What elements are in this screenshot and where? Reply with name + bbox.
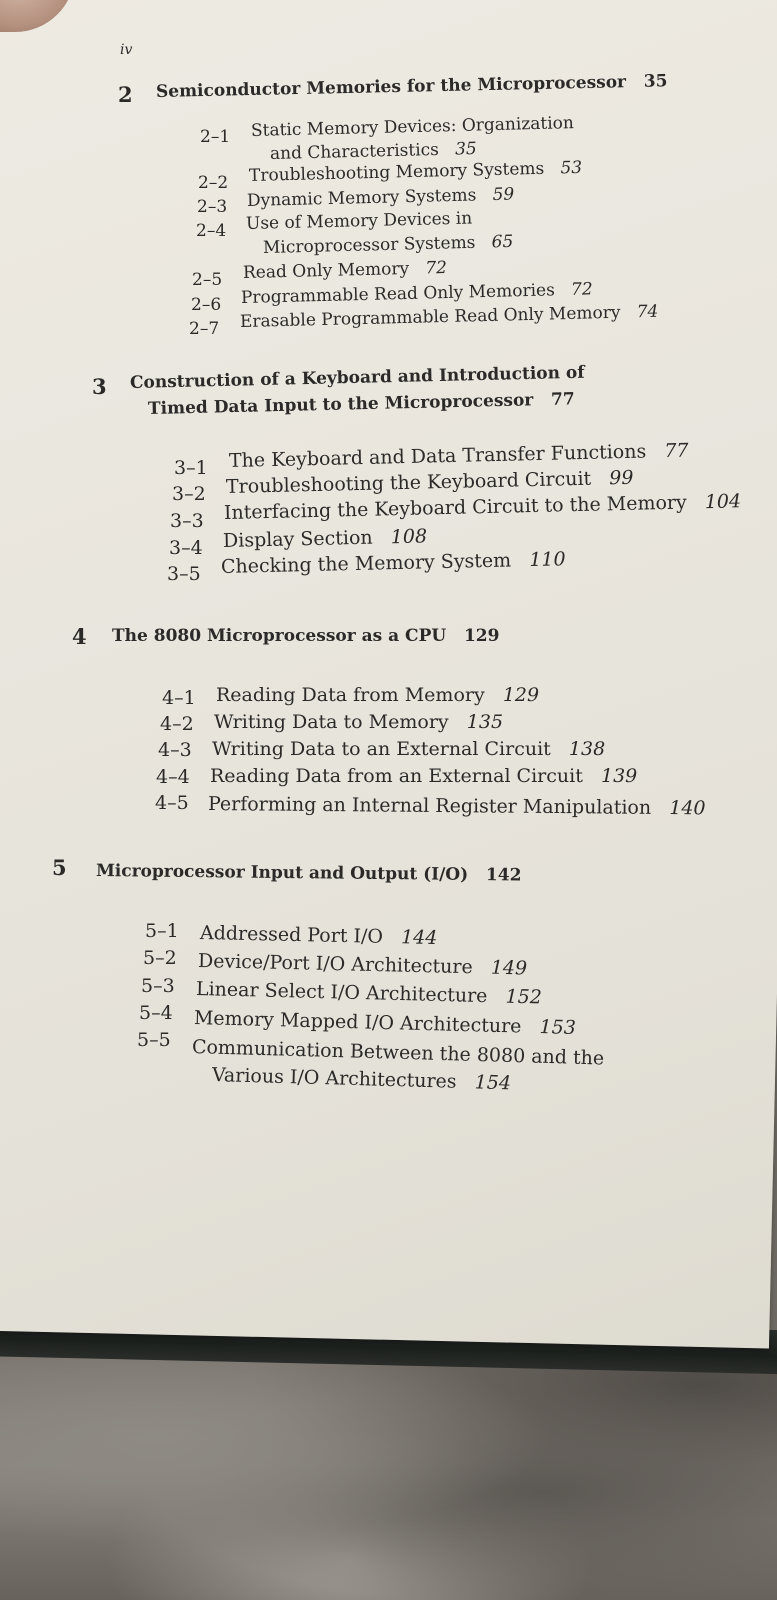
section-number: 5–1 [145,920,179,942]
section-title: Memory Mapped I/O Architecture 153 [193,1007,577,1039]
section-page: 139 [600,765,638,787]
section-number: 5–4 [139,1002,173,1024]
chapter-page: 129 [463,626,500,646]
section-title: Read Only Memory 72 [242,258,448,283]
section-title: Programmable Read Only Memories 72 [240,279,593,308]
section-page: 35 [454,138,477,160]
chapter-number: 3 [92,374,107,399]
section-number: 2–7 [189,319,220,339]
section-page: 72 [425,258,448,279]
section-number: 4–2 [160,713,194,735]
chapter-number: 5 [52,855,67,880]
section-number: 2–4 [196,221,227,241]
section-page: 135 [466,711,504,733]
section-page: 138 [568,738,606,760]
section-page: 59 [492,184,515,205]
section-title-line2: and Characteristics 35 [269,138,477,164]
section-title-line2: Various I/O Architectures 154 [211,1064,512,1095]
chapter-title-line2: Timed Data Input to the Microprocessor 77 [147,389,575,419]
chapter-title: Microprocessor Input and Output (I/O) 142 [95,861,522,886]
section-title: Dynamic Memory Systems 59 [246,184,515,211]
section-page: 129 [502,684,540,706]
section-title: Linear Select I/O Architecture 152 [195,978,543,1009]
section-number: 2–6 [191,295,222,315]
section-number: 4–4 [156,766,190,788]
section-number: 3–1 [174,457,208,479]
section-number: 3–2 [172,483,206,505]
section-title-line2: Microprocessor Systems 65 [262,231,514,258]
section-number: 2–3 [197,197,228,217]
section-title: Checking the Memory System 110 [220,548,566,578]
section-number: 5–3 [141,975,175,997]
section-title: Static Memory Devices: Organization [250,113,575,141]
section-title: Device/Port I/O Architecture 149 [197,950,528,980]
section-title: Communication Between the 8080 and the [191,1036,605,1070]
section-number: 4–5 [155,792,189,814]
section-title: Writing Data to an External Circuit 138 [212,738,606,760]
section-page: 152 [505,985,543,1009]
section-page: 53 [560,157,583,179]
section-page: 153 [539,1016,577,1039]
section-title: Addressed Port I/O 144 [199,922,438,949]
section-number: 5–5 [137,1029,171,1051]
section-page: 74 [636,301,659,323]
chapter-number: 4 [72,624,87,649]
section-title: Performing an Internal Register Manipulation 140 [207,793,706,820]
section-number: 2–2 [198,173,229,193]
section-number: 4–1 [162,687,196,709]
section-page: 149 [490,956,528,980]
section-title: Reading Data from an External Circuit 139 [210,765,638,787]
chapter-title: The 8080 Microprocessor as a CPU 129 [112,626,500,646]
section-number: 3–3 [170,510,204,532]
section-page: 72 [570,279,593,300]
section-title: Use of Memory Devices in [245,208,473,234]
section-title: Reading Data from Memory 129 [216,684,540,706]
section-number: 5–2 [143,947,177,969]
section-number: 3–5 [167,563,201,585]
chapter-page: 77 [550,389,575,410]
chapter-number: 2 [118,82,133,107]
section-number: 3–4 [169,537,203,559]
section-number: 4–3 [158,739,192,761]
section-title: Erasable Programmable Read Only Memory 74 [239,301,659,332]
section-title: Writing Data to Memory 135 [214,711,504,733]
chapter-page: 35 [643,71,668,92]
section-page: 104 [704,490,742,514]
section-page: 65 [491,231,514,253]
section-title: Troubleshooting the Keyboard Circuit 99 [225,466,634,498]
section-page: 154 [474,1071,512,1095]
section-page: 99 [609,466,634,490]
section-title: Display Section 108 [222,525,428,552]
section-title: The Keyboard and Data Transfer Functions 77 [228,439,689,472]
section-title: Troubleshooting Memory Systems 53 [248,157,583,186]
chapter-title: Construction of a Keyboard and Introduction of [129,362,585,393]
section-number: 2–5 [192,270,223,290]
page-number: iv [120,42,133,58]
section-page: 77 [664,439,689,463]
section-page: 144 [400,926,438,949]
section-page: 108 [390,525,428,549]
section-number: 2–1 [200,127,231,147]
section-title: Interfacing the Keyboard Circuit to the Memory 104 [223,490,742,524]
section-page: 140 [669,797,706,820]
section-page: 110 [529,548,566,572]
chapter-page: 142 [485,865,522,886]
chapter-title: Semiconductor Memories for the Microprocessor 35 [155,71,668,102]
